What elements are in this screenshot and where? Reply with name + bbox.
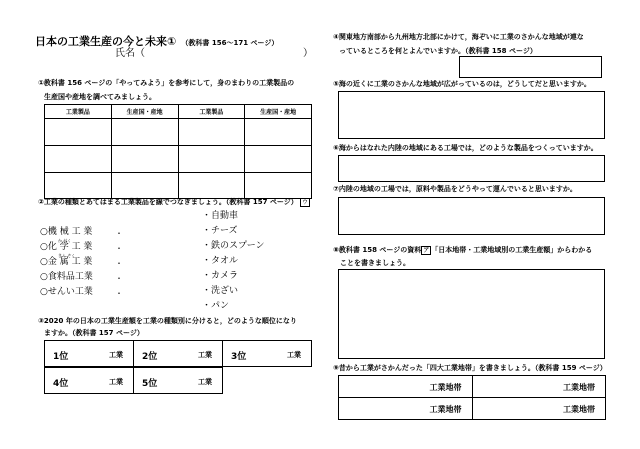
q2-right-item[interactable]: ・チーズ [202,226,238,236]
q1-col-header: 生産国・産地 [111,105,178,119]
title-textbook-ref: （教科書 156〜171 ページ） [181,39,279,47]
q7-answer-box[interactable] [338,197,605,235]
rank-suffix: 工業 [198,351,212,359]
q2-dot[interactable]: ・ [115,274,123,283]
rank-suffix: 工業 [198,378,212,386]
q3-text-line1: ③2020 年の日本の工業生産額を工業の種類別に分けると，どのような順位になり [38,317,297,325]
q2-text-body: ②工業の種類とあてはまる工業製品を線でつなぎましょう。（教科書 157 ページ） [38,198,298,206]
q3-text-line2: ますか。（教科書 157 ページ） [44,329,144,337]
q3-rank-cell[interactable] [134,368,223,394]
q8-text-line1b: 「日本地帯・工業地域別の工業生産額」からわかる [431,246,593,254]
q1-answer-cell[interactable] [245,146,312,173]
rank-label: 1位 [53,352,69,362]
q2-dot[interactable]: ・ [115,229,123,238]
q7-text: ⑦内陸の地域の工場では，原料や製品をどうやって運んでいると思いますか。 [333,185,577,193]
q4-text-line2: っているところを何とよんでいますか。（教科書 158 ページ） [339,47,537,55]
q9-row [339,376,606,398]
q1-answer-cell[interactable] [178,173,245,199]
q8-answer-box[interactable] [338,269,605,359]
q1-table-header [45,105,312,119]
q1-col-header: 工業製品 [45,105,112,119]
q3-rank-cell[interactable] [134,341,223,367]
q1-answer-cell[interactable] [45,146,112,173]
q6-text: ⑥海からはなれた内陸の地域にある工場では，どのような製品をつくっていますか。 [333,144,598,152]
q8-text-line2: ことを書きましょう。 [340,259,410,267]
q1-col-header: 生産国・産地 [245,105,312,119]
q4-text-line1: ④関東地方南部から九州地方北部にかけて，海ぞいに工業のさかんな地域が連な [333,33,584,41]
q1-answer-row [45,173,312,199]
q2-dot[interactable]: ・ [115,244,123,253]
q9-answer-cell[interactable] [339,398,473,420]
q2-text [38,198,298,207]
rank-suffix: 工業 [109,351,123,359]
q9-text: ⑨昔から工業がさかんだった「四大工業地帯」を書きましょう。（教科書 159 ページ） [333,364,607,372]
area-suffix: 工業地帯 [429,383,462,392]
page-title-row [35,30,278,49]
q2-left-item[interactable]: ○機 械 工 業 [40,227,93,237]
q2-right-item[interactable]: ・洗ざい [202,286,239,296]
name-label: 氏名（ [115,48,145,59]
q2-right-item[interactable]: ・自動車 [202,211,239,221]
q1-answer-cell[interactable] [178,146,245,173]
q2-right-item[interactable]: ・鉄のスプーン [202,241,265,251]
q1-answer-cell[interactable] [245,173,312,199]
q3-rank-table-row2 [44,367,223,394]
area-suffix: 工業地帯 [563,383,595,392]
rank-label: 4位 [53,379,69,389]
q2-left-item[interactable]: ○せんい工業 [40,287,93,297]
q1-col-header: 工業製品 [178,105,245,119]
q2-dot[interactable]: ・ [115,259,123,268]
q2-dot[interactable]: ・ [115,289,123,298]
q1-answer-cell[interactable] [178,119,245,146]
q3-rank-cell[interactable] [45,368,134,394]
q1-answer-cell[interactable] [245,119,312,146]
q1-text-line1: ①教科書 156 ページの「やってみよう」を参考にして，身のまわりの工業製品の [38,79,295,87]
q1-answer-cell[interactable] [45,119,112,146]
q2-ruby: か がく [58,238,72,243]
q5-answer-box[interactable] [338,91,605,139]
q2-left-item[interactable]: ○食料品工業 [40,272,93,282]
q2-answer-tag: ウ [302,199,309,206]
area-suffix: 工業地帯 [429,405,462,414]
rank-label: 3位 [231,352,247,362]
q3-rank-table [44,340,312,367]
q2-right-item[interactable]: ・タオル [202,256,239,266]
q8-text-line1 [333,246,592,255]
q9-table [338,375,606,420]
q6-answer-box[interactable] [338,155,605,182]
q5-text: ⑤海の近くに工業のさかんな地域が広がっているのは，どうしてだと思いますか。 [333,80,591,88]
rank-suffix: 工業 [287,351,301,359]
q3-rank-cell[interactable] [223,341,312,367]
q3-rank-row [45,341,312,367]
q3-rank-row [45,368,223,394]
q2-left-item[interactable]: ○金 属 工 業 [40,257,93,267]
q2-left-item[interactable]: ○化 学 工 業 [40,242,93,252]
rank-suffix: 工業 [109,378,123,386]
name-close: ） [303,48,313,59]
q2-ruby: きん ぞく [58,253,76,258]
rank-label: 2位 [142,352,158,362]
q1-answer-row [45,146,312,173]
area-suffix: 工業地帯 [563,405,595,414]
q8-text-line1a: ⑧教科書 158 ページの資料 [333,246,422,254]
page-title: 日本の工業生産の今と未来① [35,35,177,48]
q8-answer-tag: ア [423,247,430,254]
q2-right-item[interactable]: ・カメラ [202,271,239,281]
q2-right-item[interactable]: ・パン [202,301,230,311]
q1-text-line2: 生産国や産地を調べてみましょう。 [44,93,156,101]
q1-answer-row [45,119,312,146]
q9-row [339,398,606,420]
q1-answer-cell[interactable] [111,119,178,146]
q1-table [44,104,312,199]
q9-answer-cell[interactable] [472,376,606,398]
name-line [115,44,145,59]
rank-label: 5位 [142,379,158,389]
q9-answer-cell[interactable] [339,376,473,398]
q1-answer-cell[interactable] [111,173,178,199]
q1-answer-cell[interactable] [45,173,112,199]
q1-answer-cell[interactable] [111,146,178,173]
q4-answer-box[interactable] [459,56,602,78]
q3-rank-cell[interactable] [45,341,134,367]
q9-answer-cell[interactable] [472,398,606,420]
